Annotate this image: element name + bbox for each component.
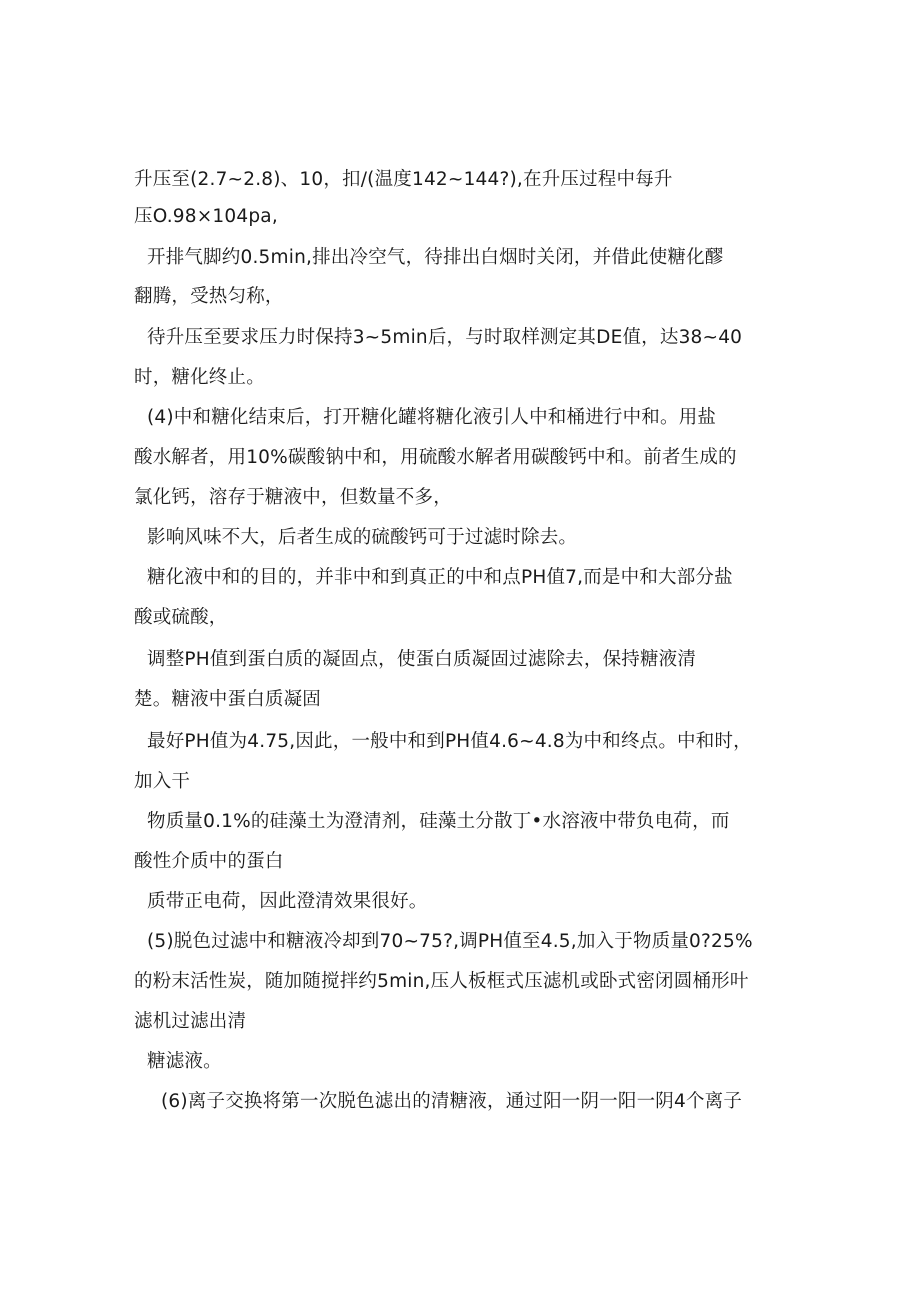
text-line-6: 时，糖化终止。: [134, 367, 265, 388]
text-line-12: 酸或硫酸，: [134, 607, 228, 628]
text-line-16: 加入干: [134, 771, 191, 792]
text-line-5: 待升压至要求压力时保持3~5min后，与时取样测定其DE值，达38~40: [147, 327, 743, 348]
text-line-14: 楚。糖液中蛋白质凝固: [134, 689, 322, 710]
text-line-20: (5)脱色过滤中和糖液冷却到70~75?,调PH值至4.5,加入于物质量0?25%: [147, 931, 753, 952]
text-line-24: (6)离子交换将第一次脱色滤出的清糖液，通过阳一阴一阳一阴4个离子: [161, 1091, 743, 1112]
text-line-11: 糖化液中和的目的，并非中和到真正的中和点PH值7,而是中和大部分盐: [147, 567, 733, 588]
text-line-8: 酸水解者，用10%碳酸钠中和，用硫酸水解者用碳酸钙中和。前者生成的: [134, 447, 737, 468]
text-line-15: 最好PH值为4.75,因此，一般中和到PH值4.6~4.8为中和终点。中和时，: [147, 731, 752, 752]
text-line-3: 开排气脚约0.5min,排出冷空气，待排出白烟时关闭，并借此使糖化醪: [147, 247, 724, 268]
text-line-17: 物质量0.1%的硅藻土为澄清剂，硅藻土分散丁•水溶液中带负电荷，而: [147, 811, 730, 832]
text-line-22: 滤机过滤出清: [134, 1011, 247, 1032]
text-line-23: 糖滤液。: [147, 1051, 222, 1072]
text-line-10: 影响风味不大，后者生成的硫酸钙可于过滤时除去。: [147, 527, 578, 548]
text-line-2: 压O.98×104pa,: [134, 206, 278, 227]
text-line-4: 翻腾，受热匀称，: [134, 286, 284, 307]
text-line-18: 酸性介质中的蛋白: [134, 851, 284, 872]
text-line-21: 的粉末活性炭，随加随搅拌约5min,压人板框式压滤机或卧式密闭圆桶形叶: [134, 971, 749, 992]
text-line-9: 氯化钙，溶存于糖液中，但数量不多，: [134, 487, 452, 508]
text-line-7: (4)中和糖化结束后，打开糖化罐将糖化液引人中和桶进行中和。用盐: [147, 407, 717, 428]
text-line-1: 升压至(2.7~2.8)、10，扣/(温度142~144?),在升压过程中每升: [134, 169, 673, 190]
text-line-19: 质带正电荷，因此澄清效果很好。: [147, 891, 428, 912]
text-line-13: 调整PH值到蛋白质的凝固点，使蛋白质凝固过滤除去，保持糖液清: [147, 649, 697, 670]
